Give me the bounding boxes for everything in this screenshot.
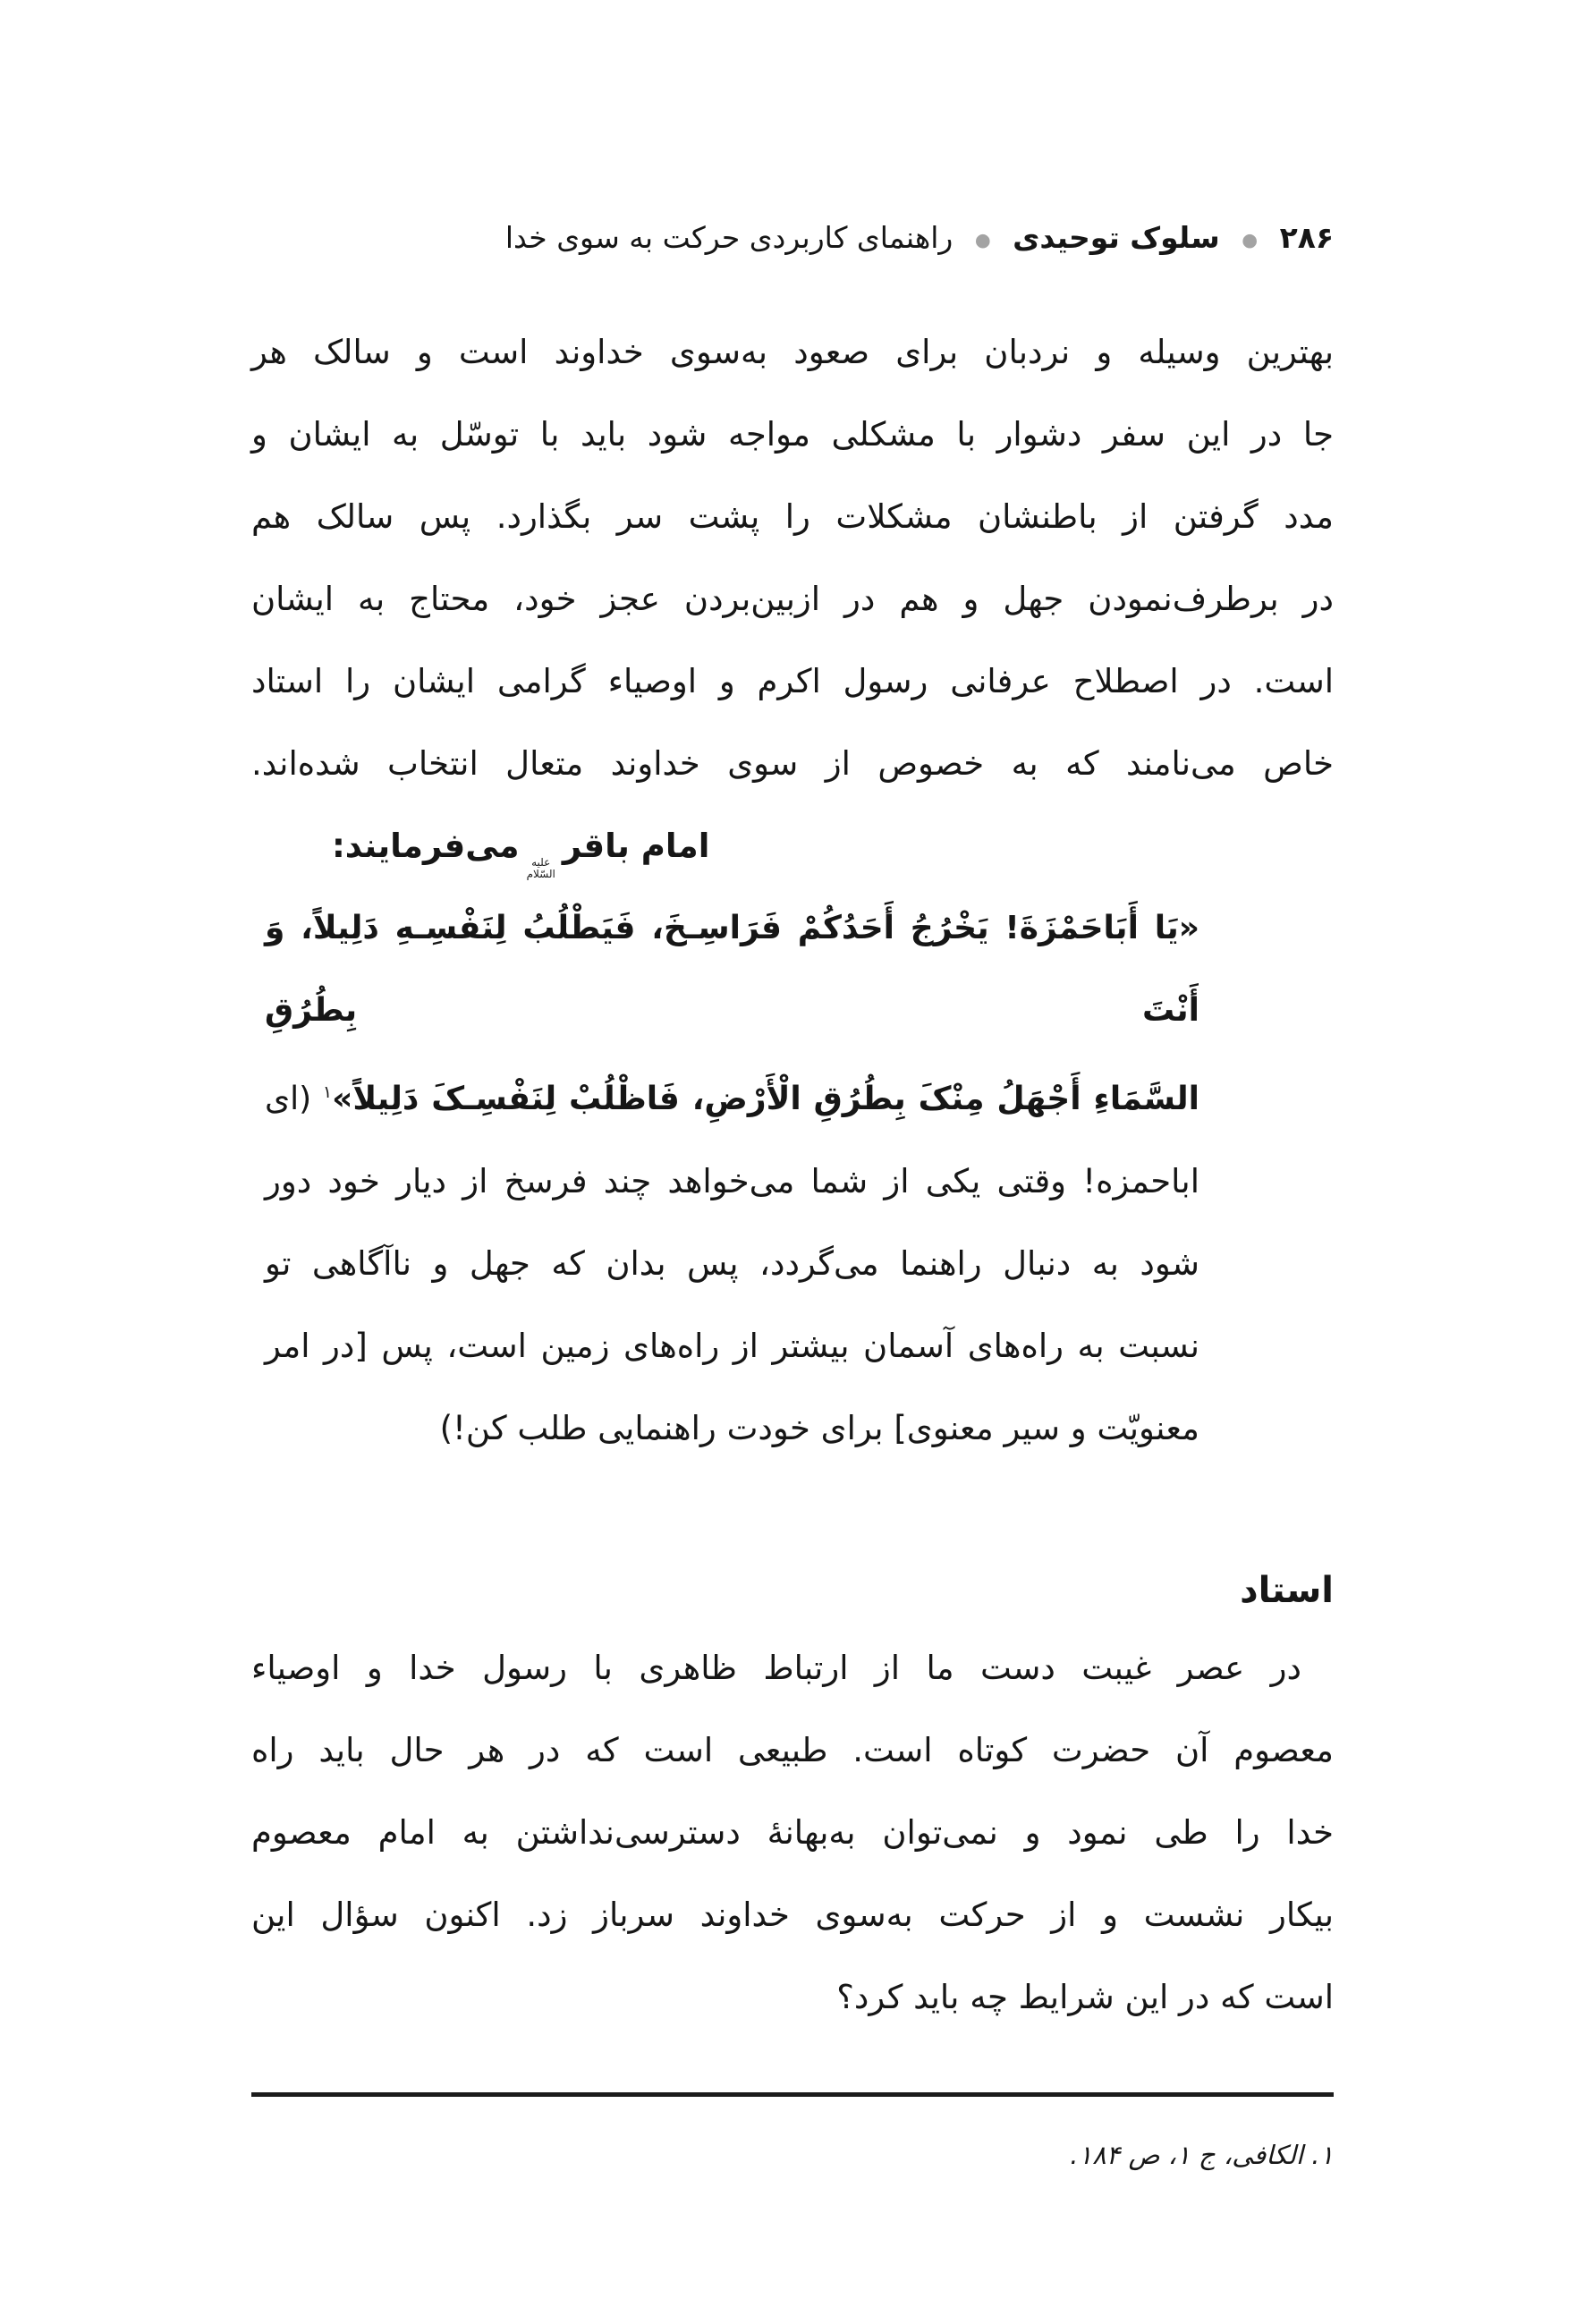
text-line: خاص می‌نامند که به خصوص از سوی خداوند متعال انتخاب شده‌اند. bbox=[251, 743, 1334, 783]
page-number: ۲۸۶ bbox=[1279, 220, 1334, 255]
text-line: اباحمزه! وقتی یکی از شما می‌خواهد چند فرسخ از دیار خود دور bbox=[265, 1161, 1199, 1200]
text-line: مدد گرفتن از باطنشان مشکلات را پشت سر بگذارد. پس سالک هم bbox=[251, 496, 1334, 536]
text-line: نسبت به راه‌های آسمان بیشتر از راه‌های زمین است، پس [در امر bbox=[265, 1326, 1199, 1365]
bullet-icon: ● bbox=[1242, 228, 1259, 250]
hadith-arabic-line: «یَا أَبَاحَمْزَةَ! یَخْرُجُ أَحَدُکُمْ فَرَاسِـخَ، فَیَطْلُبُ لِنَفْسِـهِ دَلِیلاً، وَ أَنْتَ بِطُرُقِ bbox=[265, 909, 1199, 1029]
text-line: بهترین وسیله و نردبان برای صعود به‌سوی خداوند است و سالک هر bbox=[251, 332, 1334, 371]
hadith-intro-line bbox=[251, 805, 1334, 887]
footnote-text: ۱. الکافی، ج ۱، ص ۱۸۴. bbox=[1070, 2139, 1334, 2170]
text-line: است که در این شرایط چه باید کرد؟ bbox=[836, 1977, 1334, 2016]
alayhis-salam-icon: علیه السّلام bbox=[526, 855, 555, 880]
text-line: خدا را طی نمود و نمی‌توان به‌بهانهٔ دسترسی‌نداشتن به امام معصوم bbox=[251, 1812, 1334, 1852]
hadith-intro-before: امام باقر bbox=[562, 826, 710, 865]
text-line: در برطرف‌نمودن جهل و هم در ازبین‌بردن عجز خود، محتاج به ایشان bbox=[251, 579, 1334, 618]
text-line: است. در اصطلاح عرفانی رسول اکرم و اوصیاء گرامی ایشان را استاد bbox=[251, 661, 1334, 700]
bullet-icon: ● bbox=[974, 228, 991, 250]
text-column bbox=[251, 216, 1334, 2174]
hadith-arabic-line: السَّمَاءِ أَجْهَلُ مِنْکَ بِطُرُقِ الْأَرْضِ، فَاظْلُبْ لِنَفْسِـکَ دَلِیلاً»$^۱$ (ای bbox=[265, 1080, 1199, 1117]
text-line: معنویّت و سیر معنوی] برای خودت راهنمایی طلب کن!) bbox=[439, 1408, 1199, 1447]
text-line: معصوم آن حضرت کوتاه است. طبیعی است که در هر حال باید راه bbox=[251, 1730, 1334, 1769]
text-line: بیکار نشست و از حرکت به‌سوی خداوند سرباز زد. اکنون سؤال این bbox=[251, 1895, 1334, 1934]
hadith-quote-block bbox=[265, 887, 1199, 1470]
text-line: در عصر غیبت دست ما از ارتباط ظاهری با رسول خدا و اوصیاء bbox=[251, 1648, 1301, 1687]
running-title: راهنمای کاربردی حرکت به سوی خدا bbox=[504, 220, 954, 255]
text-line: شود به دنبال راهنما می‌گردد، پس بدان که جهل و ناآگاهی تو bbox=[265, 1243, 1199, 1283]
body-paragraph bbox=[251, 311, 1334, 805]
body-paragraph bbox=[251, 1627, 1334, 2039]
footnote-rule bbox=[251, 2092, 1334, 2097]
text-line: جا در این سفر دشوار با مشکلی مواجه شود باید با توسّل به ایشان و bbox=[251, 414, 1334, 454]
hadith-intro-after: می‌فرمایند: bbox=[332, 826, 520, 865]
running-header bbox=[251, 216, 1334, 261]
section-heading: استاد bbox=[1240, 1569, 1334, 1611]
footnote-marker: ۱ bbox=[323, 1082, 333, 1102]
hadith-translation bbox=[265, 1141, 1199, 1470]
translation-open: (ای bbox=[265, 1080, 312, 1117]
book-title: سلوک توحیدی bbox=[1013, 220, 1220, 255]
